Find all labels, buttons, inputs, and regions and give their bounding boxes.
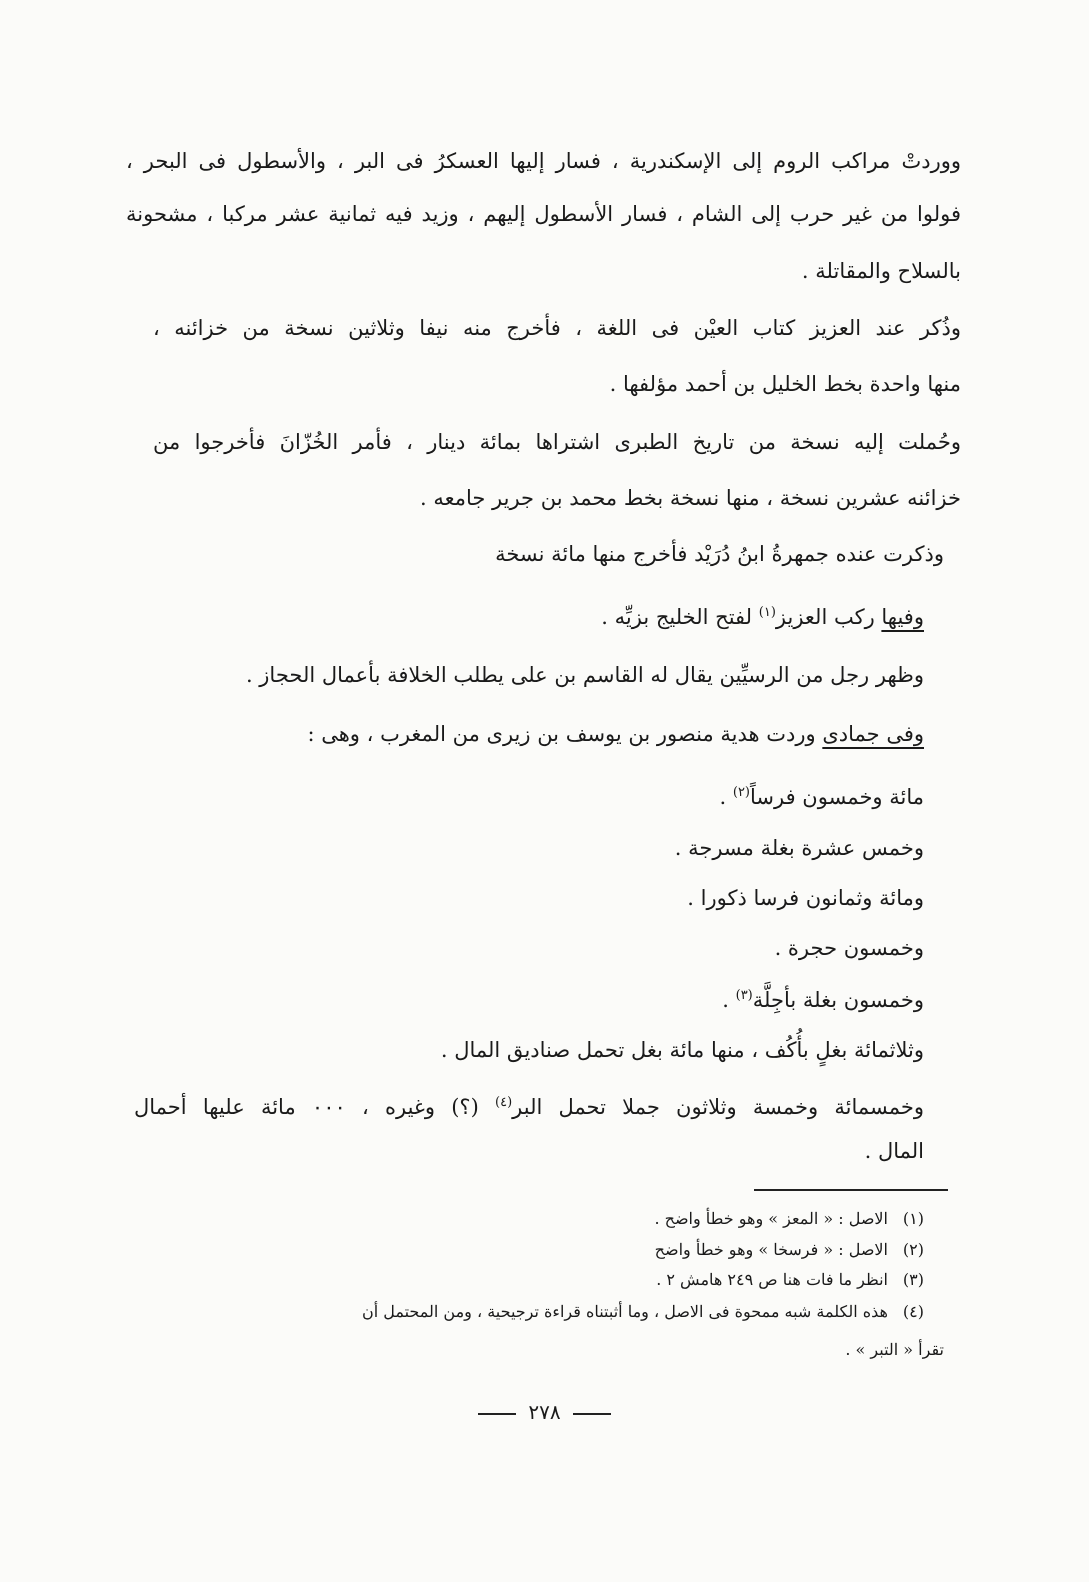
body-text: وخمسون بغلة بأجِلَّة [752, 988, 924, 1012]
footnote-number: (٤) [902, 1302, 924, 1321]
body-line-2: فولوا من غير حرب إلى الشام ، فسار الأسطول إليهم ، وزيد فيه ثمانية عشر مركبا ، مشحونة [126, 202, 961, 226]
body-line-7: خزائنه عشرين نسخة ، منها نسخة بخط محمد بن جرير جامعه . [419, 486, 961, 510]
body-line-13: وخمس عشرة بغلة مسرجة . [674, 836, 924, 860]
footnote-2 [655, 1238, 924, 1262]
body-line-9 [601, 598, 924, 632]
underlined-word: وفيها [881, 605, 924, 629]
footnote-text: هذه الكلمة شبه ممحوة فى الاصل ، وما أثبتناه قراءة ترجيحية ، ومن المحتمل أن [361, 1302, 888, 1321]
body-text: وردت هدية منصور بن يوسف بن زيرى من المغرب ، وهى : [307, 722, 823, 746]
footnote-ref-1: (١) [758, 605, 776, 620]
body-line-1: ووردتْ مراكب الروم إلى الإسكندرية ، فسار إليها العسكرُ فى البر ، والأسطول فى البحر ، [126, 149, 961, 173]
body-line-10: وظهر رجل من الرسيِّين يقال له القاسم بن على يطلب الخلافة بأعمال الحجاز . [245, 663, 924, 687]
body-text: لفتح الخليج بزيِّه . [601, 605, 759, 629]
body-line-15: وخمسون حجرة . [774, 936, 924, 960]
body-line-12 [720, 778, 925, 812]
body-line-14: ومائة وثمانون فرسا ذكورا . [687, 886, 924, 910]
folio-dash [478, 1413, 516, 1415]
body-line-5: منها واحدة بخط الخليل بن أحمد مؤلفها . [609, 372, 961, 396]
folio-dash [573, 1413, 611, 1415]
body-line-4: وذُكر عند العزيز كتاب العيْن فى اللغة ، فأخرج منه نيفا وثلاثين نسخة من خزائنه ، [153, 316, 961, 340]
footnote-text: الاصل : « المعز » وهو خطأ واضح . [654, 1209, 888, 1228]
footnote-ref-3: (٣) [735, 988, 753, 1003]
page-number-text: ٢٧٨ [528, 1400, 561, 1424]
body-text: مائة وخمسون فرساً [750, 785, 924, 809]
footnote-text: الاصل : « فرسخا » وهو خطأ واضح [654, 1240, 888, 1259]
footnote-number: (١) [902, 1209, 924, 1228]
body-line-17: وثلاثمائة بغلٍ بأُكُف ، منها مائة بغل تحمل صناديق المال . [440, 1038, 924, 1062]
footnote-text: انظر ما فات هنا ص ٢٤٩ هامش ٢ . [656, 1270, 888, 1289]
footnote-4-continued: تقرأ « التبر » . [845, 1340, 944, 1359]
footnote-separator [754, 1189, 948, 1191]
footnote-number: (٣) [902, 1270, 924, 1289]
footnote-ref-4: (٤) [495, 1095, 513, 1110]
body-text: . [722, 988, 736, 1012]
underlined-word: وفى جمادى [822, 722, 924, 746]
body-line-18 [134, 1088, 924, 1122]
footnote-1 [654, 1207, 924, 1231]
body-text: وخمسمائة وخمسة وثلاثون جملا تحمل البر [512, 1095, 924, 1119]
footnote-3 [656, 1268, 924, 1292]
footnote-ref-2: (٢) [732, 785, 750, 800]
body-text: . [719, 785, 733, 809]
page-number [0, 1400, 1089, 1424]
body-line-11 [307, 719, 924, 749]
body-line-19: المال . [864, 1139, 924, 1163]
body-line-8: وذكرت عنده جمهرةُ ابنُ دُرَيْد فأخرج منها مائة نسخة [495, 542, 944, 566]
body-line-16 [722, 981, 924, 1015]
footnote-number: (٢) [902, 1240, 924, 1259]
body-line-3: بالسلاح والمقاتلة . [801, 259, 961, 283]
body-text: ركب العزيز [775, 605, 882, 629]
body-text: (؟) وغيره ، ٠٠٠ مائة عليها أحمال [134, 1095, 495, 1119]
footnote-4 [362, 1300, 924, 1324]
body-line-6: وحُملت إليه نسخة من تاريخ الطبرى اشتراها بمائة دينار ، فأمر الخُزّانَ فأخرجوا من [153, 430, 961, 454]
